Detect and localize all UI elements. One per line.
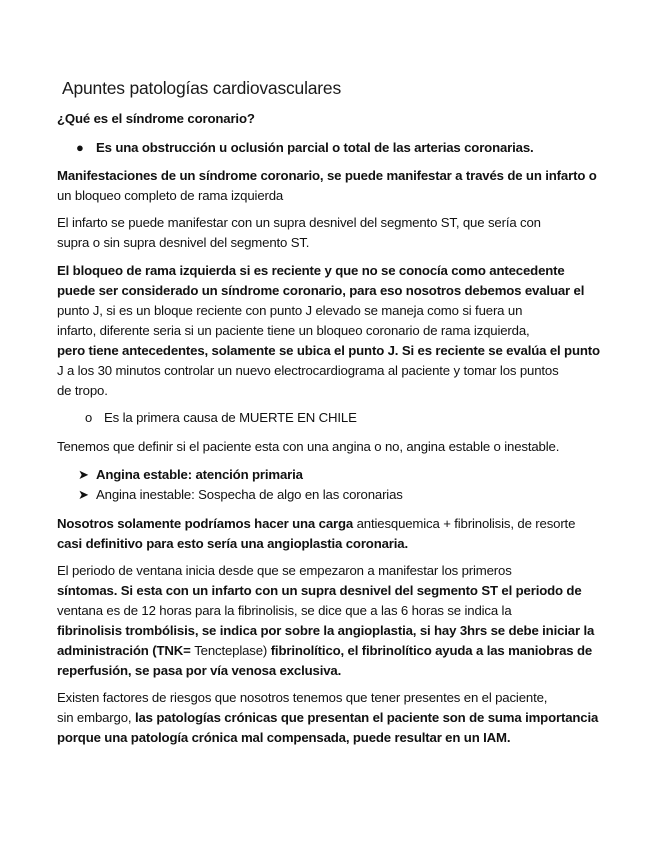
circle-list-item: Es la primera causa de MUERTE EN CHILE	[104, 410, 357, 425]
paragraph-line: un bloqueo completo de rama izquierda	[57, 188, 284, 203]
paragraph-ventana	[57, 561, 605, 681]
paragraph-manifestaciones	[57, 166, 605, 206]
paragraph-line	[57, 708, 605, 728]
text-run: Nosotros solamente podríamos hacer una carga	[57, 516, 354, 531]
bullet-item: Es una obstrucción u oclusión parcial o total de las arterias coronarias.	[96, 140, 534, 155]
arrow-bullet-icon: ➤	[78, 487, 89, 502]
paragraph-line: ventana es de 12 horas para la fibrinolisis, se dice que a las 6 horas se indica la	[57, 603, 512, 618]
paragraph-line: síntomas. Si esta con un infarto con un supra desnivel del segmento ST el periodo de	[57, 583, 582, 598]
paragraph-line: reperfusión, se pasa por vía venosa exclusiva.	[57, 663, 342, 678]
paragraph-line	[57, 514, 605, 534]
paragraph-line	[57, 641, 605, 661]
text-run: sin embargo,	[57, 710, 135, 725]
paragraph-bloqueo	[57, 261, 605, 401]
text-run: antiesquemica + fibrinolisis, de resorte	[353, 516, 576, 531]
arrow-list-item: Angina estable: atención primaria	[96, 467, 303, 482]
question-heading: ¿Qué es el síndrome coronario?	[57, 111, 255, 126]
paragraph-line: Manifestaciones de un síndrome coronario, se puede manifestar a través de un infarto o	[57, 168, 597, 183]
text-run: Tencteplase)	[194, 643, 271, 658]
paragraph-angina: Tenemos que definir si el paciente esta con una angina o no, angina estable o inestable.	[57, 439, 560, 454]
paragraph-line: infarto, diferente seria si un paciente tiene un bloqueo coronario de rama izquierda,	[57, 323, 530, 338]
paragraph-line: supra o sin supra desnivel del segmento ST.	[57, 235, 310, 250]
paragraph-line: Existen factores de riesgos que nosotros tenemos que tener presentes en el paciente,	[57, 690, 548, 705]
arrow-list-item: Angina inestable: Sospecha de algo en las coronarias	[96, 487, 403, 502]
text-run: las patologías crónicas que presentan el paciente son de suma importancia	[134, 710, 599, 725]
paragraph-carga	[57, 514, 605, 554]
paragraph-line: fibrinolisis trombólisis, se indica por sobre la angioplastia, si hay 3hrs se debe iniciar la	[57, 623, 595, 638]
text-run: fibrinolítico, el fibrinolítico ayuda a las maniobras de	[270, 643, 593, 658]
text-run: administración (TNK=	[57, 643, 195, 658]
paragraph-line: punto J, si es un bloque reciente con punto J elevado se maneja como si fuera un	[57, 303, 523, 318]
paragraph-line: de tropo.	[57, 383, 108, 398]
paragraph-line: J a los 30 minutos controlar un nuevo electrocardiograma al paciente y tomar los puntos	[57, 363, 559, 378]
bullet-dot-icon: ●	[76, 140, 84, 155]
paragraph-line: El periodo de ventana inicia desde que se empezaron a manifestar los primeros	[57, 563, 512, 578]
paragraph-line: El bloqueo de rama izquierda si es reciente y que no se conocía como antecedente	[57, 263, 565, 278]
page-title: Apuntes patologías cardiovasculares	[62, 78, 342, 98]
circle-bullet-icon: o	[85, 410, 93, 425]
paragraph-factores	[57, 688, 605, 748]
paragraph-line: puede ser considerado un síndrome coronario, para eso nosotros debemos evaluar el	[57, 283, 585, 298]
arrow-bullet-icon: ➤	[78, 467, 89, 482]
paragraph-line: El infarto se puede manifestar con un supra desnivel del segmento ST, que sería con	[57, 215, 541, 230]
paragraph-line: casi definitivo para esto sería una angioplastia coronaria.	[57, 536, 408, 551]
paragraph-line: porque una patología crónica mal compensada, puede resultar en un IAM.	[57, 730, 511, 745]
paragraph-infarto	[57, 213, 605, 253]
paragraph-line: pero tiene antecedentes, solamente se ubica el punto J. Si es reciente se evalúa el punto	[57, 343, 600, 358]
